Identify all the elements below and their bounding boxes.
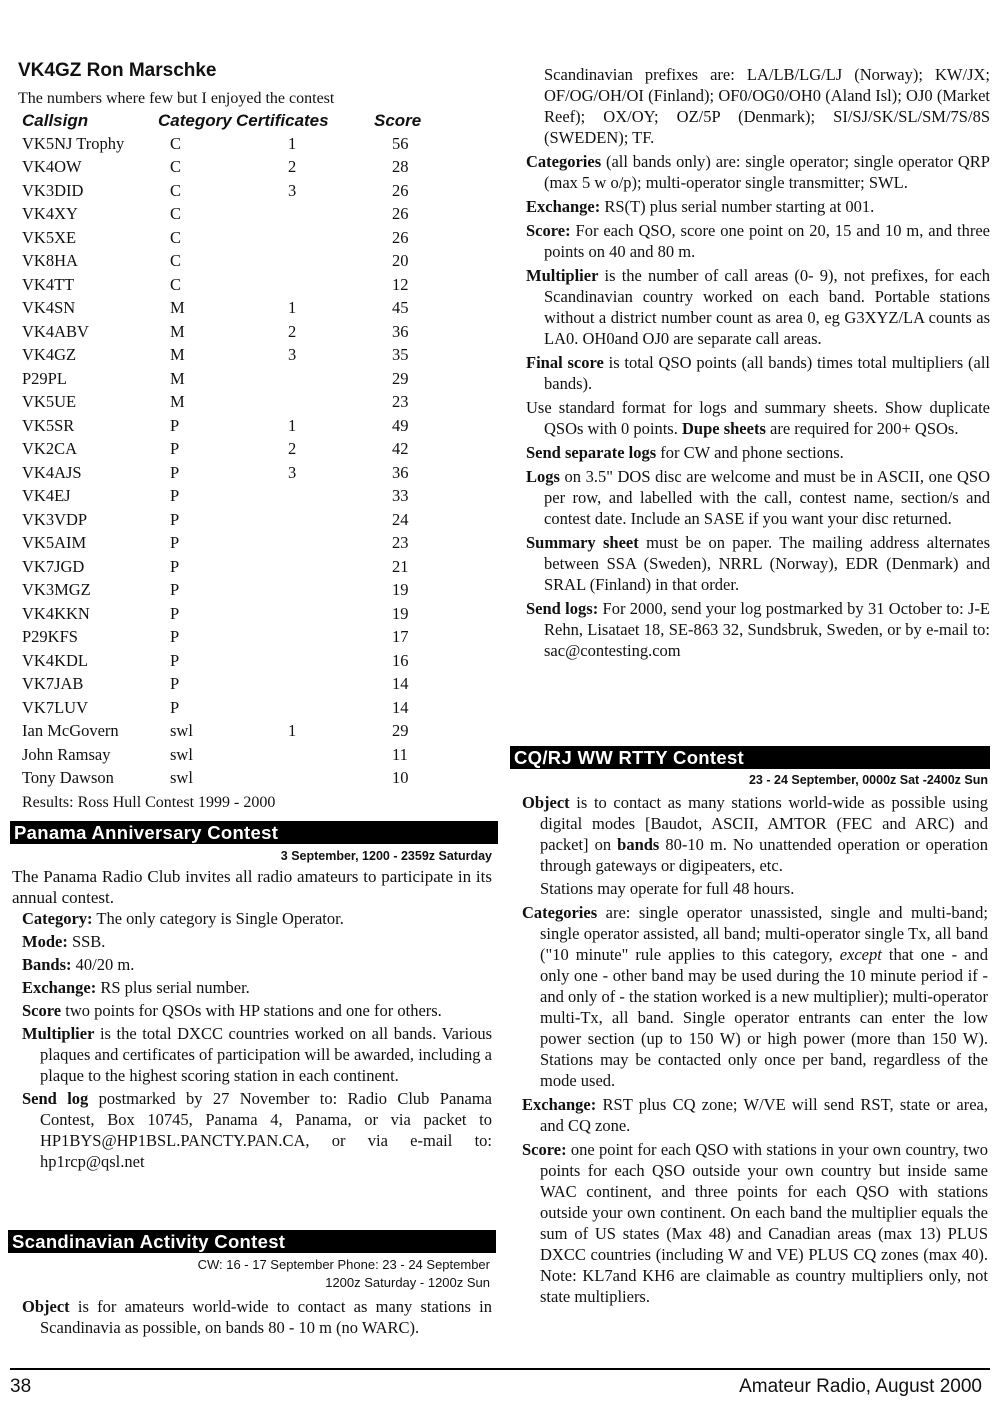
results-table-body [22, 132, 444, 790]
label: Multiplier [526, 266, 599, 285]
table-row [22, 767, 444, 791]
cell-score: 12 [392, 274, 409, 294]
cell-callsign: VK7LUV [22, 697, 88, 717]
table-header-row [22, 110, 444, 132]
column-header-category: Category [158, 111, 232, 130]
cell-category: M [170, 345, 185, 365]
table-row [22, 344, 444, 368]
label: Logs [526, 467, 560, 486]
cell-score: 42 [392, 439, 409, 459]
cell-category: P [170, 415, 180, 435]
text: is to contact as many stations world-wide as possible using digital modes [Baudot, ASCII, AMTOR (FEC and ARC) and packet] on [540, 793, 988, 854]
cell-callsign: VK4OW [22, 157, 82, 177]
label: Object [22, 1297, 70, 1316]
cell-category: M [170, 321, 185, 341]
cell-score: 35 [392, 345, 409, 365]
cell-callsign: VK3VDP [22, 509, 88, 529]
cell-callsign: VK7JAB [22, 674, 84, 694]
label: Score [22, 1001, 62, 1020]
cell-certificates [236, 626, 374, 650]
table-row [22, 203, 444, 227]
cell-certificates: 2 [288, 157, 297, 177]
magazine-issue: Amateur Radio, August 2000 [739, 1376, 982, 1397]
scandinavian-send-logs [526, 598, 990, 661]
cell-certificates [236, 602, 374, 626]
cell-certificates [236, 391, 374, 415]
text: is the total DXCC countries worked on all bands. Various plaques and certificates of participation will be awarded, including a plaque to the highest scoring station in each continent. [40, 1024, 492, 1085]
label: bands [617, 835, 660, 854]
label: Bands: [22, 955, 72, 974]
cqrj-rules [522, 792, 988, 1307]
text: RST plus CQ zone; W/VE will send RST, state or area, and CQ zone. [540, 1095, 988, 1135]
scandinavian-categories [526, 151, 990, 193]
text: For each QSO, score one point on 20, 15 and 10 m, and three points on 40 and 80 m. [544, 221, 990, 261]
cell-callsign: VK4TT [22, 274, 75, 294]
table-row [22, 132, 444, 156]
cell-callsign: VK5UE [22, 392, 77, 412]
cell-certificates: 2 [288, 439, 297, 459]
cqrj-section-title: CQ/RJ WW RTTY Contest [510, 746, 990, 769]
vk4gz-heading: VK4GZ Ron Marschke [18, 60, 217, 81]
text: is the number of call areas (0- 9), not prefixes, for each Scandinavian country worked on each band. Portable stations without a district number count as area 0, eg G3XYZ/LA counts as LA0. OH0and OJ0 are separate call areas. [544, 266, 990, 348]
cell-certificates [236, 226, 374, 250]
cqrj-date: 23 - 24 September, 0000z Sat -2400z Sun [748, 773, 988, 787]
cell-category: P [170, 556, 180, 576]
text: are required for 200+ QSOs. [765, 419, 959, 438]
panama-send-log [22, 1088, 492, 1172]
cqrj-categories [522, 902, 988, 1091]
text: are: single operator unassisted, single and multi-band; single operator assisted, all band; multi-operator single Tx, all band ("10 minute" rule applies to this category, [540, 903, 988, 964]
table-row [22, 720, 444, 744]
label: Send separate logs [526, 443, 657, 462]
column-header-callsign: Callsign [22, 111, 89, 130]
scandinavian-prefixes: Scandinavian prefixes are: LA/LB/LG/LJ (Norway); KW/JX; OF/OG/OH/OI (Finland); OF0/OG0/OH0 (Aland Isl); OJ0 (Market Reef); OX/OY; OZ/5P (Denmark); SI/SJ/SK/SL/SM/7S/8S (SWEDEN); TF. [544, 65, 990, 147]
scandinavian-final-score [526, 352, 990, 394]
text: For 2000, send your log postmarked by 31 October to: J-E Rehn, Lisataet 18, SE-863 32, Sundsbruk, Sweden, or by e-mail to: sac@contesting.com [544, 599, 990, 660]
cell-callsign: VK3MGZ [22, 580, 91, 600]
cell-certificates [236, 532, 374, 556]
cell-score: 56 [392, 133, 409, 153]
cell-category: C [170, 204, 182, 224]
panama-bands [22, 954, 492, 975]
cell-certificates: 3 [288, 180, 297, 200]
table-row [22, 743, 444, 767]
cell-category: swl [170, 721, 193, 741]
cell-category: P [170, 509, 180, 529]
cell-score: 24 [392, 509, 409, 529]
text: 80-10 m. No unattended operation or operation through gateways or digipeaters, etc. [540, 835, 988, 875]
table-row [22, 696, 444, 720]
results-table [22, 110, 444, 790]
cell-certificates: 1 [288, 133, 297, 153]
text: The only category is Single Operator. [92, 909, 344, 928]
text: for CW and phone sections. [656, 443, 844, 462]
cell-score: 10 [392, 768, 409, 788]
cell-score: 33 [392, 486, 409, 506]
cell-score: 23 [392, 392, 409, 412]
table-row [22, 508, 444, 532]
table-row [22, 391, 444, 415]
cell-score: 26 [392, 180, 409, 200]
cell-certificates [236, 579, 374, 603]
text: must be on paper. The mailing address alternates between SSA (Sweden), NRRL (Norway), EDR (Denmark) and SRAL (Finland) in that order. [544, 533, 991, 594]
panama-category [22, 908, 492, 929]
cell-callsign: VK5XE [22, 227, 77, 247]
label: Mode: [22, 932, 68, 951]
scandinavian-date [10, 1256, 490, 1292]
scandinavian-logs [526, 466, 990, 529]
table-row [22, 485, 444, 509]
cell-certificates: 3 [288, 345, 297, 365]
cell-certificates [236, 673, 374, 697]
cell-certificates: 2 [288, 321, 297, 341]
panama-exchange [22, 977, 492, 998]
cell-callsign: VK4KDL [22, 650, 88, 670]
results-caption: Results: Ross Hull Contest 1999 - 2000 [22, 794, 276, 811]
scandinavian-summary-sheet [526, 532, 990, 595]
panama-mode [22, 931, 492, 952]
cell-score: 14 [392, 697, 409, 717]
cell-category: swl [170, 768, 193, 788]
panama-body [12, 866, 492, 1172]
scandinavian-date-line-2: 1200z Saturday - 1200z Sun [325, 1275, 490, 1290]
table-row [22, 156, 444, 180]
text: is for amateurs world-wide to contact as many stations in Scandinavia as possible, on bands 80 - 10 m (no WARC). [40, 1297, 492, 1337]
cell-score: 36 [392, 462, 409, 482]
cell-callsign: P29KFS [22, 627, 78, 647]
text: on 3.5" DOS disc are welcome and must be in ASCII, one QSO per row, and labelled with the call, contest name, section/s and contest date. Include an SASE if you want your disc returned. [544, 467, 990, 528]
cell-category: P [170, 462, 180, 482]
cell-category: C [170, 227, 182, 247]
cell-certificates [236, 485, 374, 509]
scandinavian-object [22, 1296, 492, 1338]
cell-score: 26 [392, 227, 409, 247]
cell-certificates [236, 508, 374, 532]
cell-certificates: 1 [288, 415, 297, 435]
label: Exchange: [22, 978, 97, 997]
cqrj-stations: Stations may operate for full 48 hours. [540, 879, 795, 898]
scandinavian-rules [526, 64, 990, 661]
table-row [22, 673, 444, 697]
cell-callsign: VK4KKN [22, 603, 90, 623]
text: postmarked by 27 November to: Radio Club Panama Contest, Box 10745, Panama 4, Panama, or via packet to HP1BYS@HP1BSL.PANCTY.PAN.CA, or via e-mail to: hp1rcp@qsl.net [40, 1089, 493, 1171]
table-row [22, 179, 444, 203]
text: SSB. [67, 932, 106, 951]
table-row [22, 273, 444, 297]
table-row [22, 250, 444, 274]
cell-category: P [170, 603, 180, 623]
cell-callsign: VK4SN [22, 298, 76, 318]
cell-category: M [170, 392, 185, 412]
page-number: 38 [10, 1376, 32, 1397]
cell-callsign: VK5NJ Trophy [22, 133, 125, 153]
cell-score: 28 [392, 157, 409, 177]
panama-date: 3 September, 1200 - 2359z Saturday [280, 849, 492, 863]
table-row [22, 367, 444, 391]
cell-callsign: VK3DID [22, 180, 84, 200]
label: Exchange: [522, 1095, 597, 1114]
cell-callsign: Tony Dawson [22, 768, 114, 788]
cell-score: 29 [392, 368, 409, 388]
text: Use standard format for logs and summary sheets. Show duplicate QSOs with 0 points. [526, 398, 990, 438]
cell-score: 16 [392, 650, 409, 670]
cell-score: 19 [392, 580, 409, 600]
table-row [22, 555, 444, 579]
cell-category: P [170, 486, 180, 506]
table-row [22, 602, 444, 626]
cell-category: C [170, 133, 182, 153]
label: Send logs: [526, 599, 599, 618]
cell-callsign: VK5AIM [22, 533, 87, 553]
cell-score: 21 [392, 556, 409, 576]
cell-category: swl [170, 744, 193, 764]
vk4gz-intro: The numbers where few but I enjoyed the contest [18, 90, 335, 107]
cell-callsign: VK4ABV [22, 321, 89, 341]
cell-callsign: VK4GZ [22, 345, 77, 365]
panama-intro: The Panama Radio Club invites all radio amateurs to participate in its annual contest. [12, 867, 492, 907]
label: Category: [22, 909, 93, 928]
cell-category: P [170, 627, 180, 647]
cell-certificates [236, 203, 374, 227]
table-row [22, 626, 444, 650]
cell-callsign: VK7JGD [22, 556, 85, 576]
label: Categories [522, 903, 598, 922]
text: is total QSO points (all bands) times total multipliers (all bands). [544, 353, 990, 393]
label: Exchange: [526, 197, 601, 216]
cell-certificates [236, 767, 374, 791]
cell-callsign: VK4XY [22, 204, 78, 224]
label: Final score [526, 353, 604, 372]
cell-callsign: VK4AJS [22, 462, 82, 482]
cell-category: C [170, 157, 182, 177]
cell-score: 11 [392, 744, 408, 764]
cell-score: 29 [392, 721, 409, 741]
cell-score: 20 [392, 251, 409, 271]
cqrj-exchange [522, 1094, 988, 1136]
panama-multiplier [22, 1023, 492, 1086]
cell-score: 17 [392, 627, 409, 647]
table-row [22, 579, 444, 603]
cqrj-score [522, 1139, 988, 1307]
text: RS(T) plus serial number starting at 001. [600, 197, 875, 216]
cell-score: 45 [392, 298, 409, 318]
panama-section-title: Panama Anniversary Contest [10, 821, 498, 844]
text: one point for each QSO with stations in your own country, two points for each QSO outside your own country but inside same WAC continent, and three points for each QSO with stations outside your own continent. On each band the multiplier equals the sum of US states (Max 48) and Canadian areas (max 13) PLUS DXCC countries (including W and VE) PLUS CQ zones (max 40). Note: KL7and KH6 are claimable as country multipliers only, not state multipliers. [540, 1140, 988, 1306]
table-row [22, 532, 444, 556]
cell-callsign: John Ramsay [22, 744, 111, 764]
label: Score: [522, 1140, 567, 1159]
cell-certificates [236, 555, 374, 579]
cell-category: M [170, 368, 185, 388]
cell-score: 49 [392, 415, 409, 435]
text: RS plus serial number. [96, 978, 250, 997]
cell-category: M [170, 298, 185, 318]
scandinavian-object-entry [22, 1296, 492, 1338]
label: Send log [22, 1089, 89, 1108]
label: Categories [526, 152, 602, 171]
cell-score: 19 [392, 603, 409, 623]
column-header-certificates: Certificates [236, 111, 329, 130]
scandinavian-section-title: Scandinavian Activity Contest [8, 1230, 496, 1253]
cell-score: 23 [392, 533, 409, 553]
cell-category: P [170, 650, 180, 670]
scandinavian-format [526, 397, 990, 439]
scandinavian-multiplier [526, 265, 990, 349]
cell-score: 14 [392, 674, 409, 694]
table-row [22, 297, 444, 321]
cell-certificates [236, 273, 374, 297]
cell-certificates: 1 [288, 298, 297, 318]
label: Summary sheet [526, 533, 639, 552]
cell-certificates [236, 743, 374, 767]
cell-category: P [170, 674, 180, 694]
column-header-score: Score [374, 111, 422, 130]
cell-certificates: 1 [288, 721, 297, 741]
text: two points for QSOs with HP stations and one for others. [61, 1001, 442, 1020]
scandinavian-date-line-1: CW: 16 - 17 September Phone: 23 - 24 September [197, 1257, 490, 1272]
text: (all bands only) are: single operator; single operator QRP (max 5 w o/p); multi-operator single transmitter; SWL. [544, 152, 990, 192]
label: Dupe sheets [681, 419, 766, 438]
cell-callsign: Ian McGovern [22, 721, 119, 741]
cell-callsign: VK8HA [22, 251, 78, 271]
cell-category: P [170, 533, 180, 553]
table-row [22, 226, 444, 250]
cell-category: C [170, 251, 182, 271]
scandinavian-score [526, 220, 990, 262]
label: Score: [526, 221, 571, 240]
text: that one - and only one - other band may be used during the 10 minute period if - and only of - the station worked is a new multiplier); multi-operator multi-Tx, all band. Single operator entrants can enter the low power section (up to 150 W) or high power (more than 150 W). Stations may be contacted only once per band, regardless of the mode used. [540, 945, 988, 1090]
cell-score: 36 [392, 321, 409, 341]
table-row [22, 438, 444, 462]
cell-category: P [170, 439, 180, 459]
table-row [22, 649, 444, 673]
table-row [22, 461, 444, 485]
cell-callsign: VK4EJ [22, 486, 71, 506]
cell-callsign: VK5SR [22, 415, 75, 435]
cell-category: C [170, 180, 182, 200]
label: Multiplier [22, 1024, 95, 1043]
emphasis: except [839, 945, 882, 964]
text: 40/20 m. [71, 955, 135, 974]
cqrj-object [522, 792, 988, 876]
panama-score [22, 1000, 492, 1021]
cell-category: P [170, 580, 180, 600]
cell-callsign: VK2CA [22, 439, 78, 459]
table-row [22, 320, 444, 344]
cell-certificates: 3 [288, 462, 297, 482]
cell-certificates [236, 649, 374, 673]
table-row [22, 414, 444, 438]
cell-category: C [170, 274, 182, 294]
cell-score: 26 [392, 204, 409, 224]
cell-certificates [236, 250, 374, 274]
cell-certificates [236, 367, 374, 391]
cell-category: P [170, 697, 180, 717]
footer-divider [10, 1368, 990, 1370]
scandinavian-separate-logs [526, 442, 990, 463]
cell-certificates [236, 696, 374, 720]
label: Object [522, 793, 570, 812]
scandinavian-exchange [526, 196, 990, 217]
cell-callsign: P29PL [22, 368, 67, 388]
